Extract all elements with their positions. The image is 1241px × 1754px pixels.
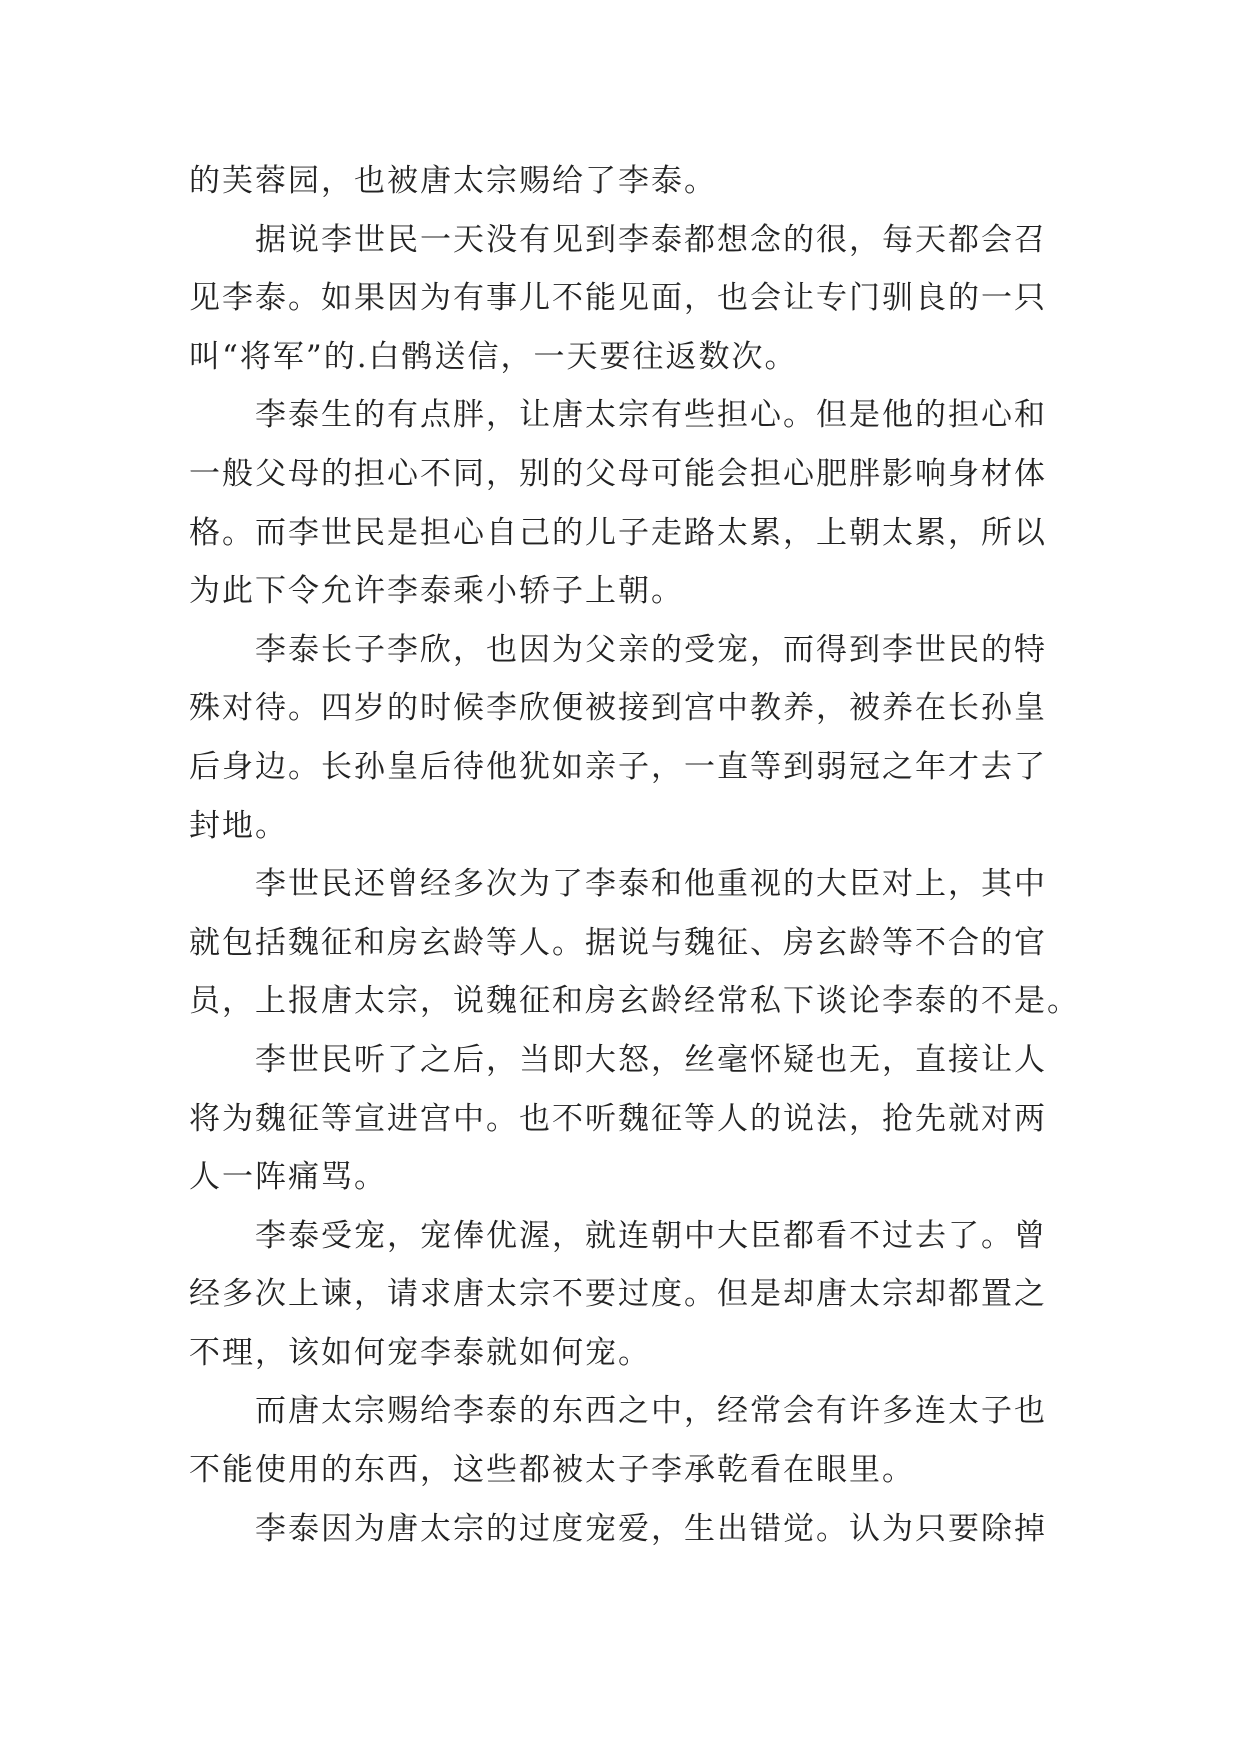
text-line: 格。而李世民是担心自己的儿子走路太累，上朝太累，所以 [189,514,1047,551]
text-line: 就包括魏征和房玄龄等人。据说与魏征、房玄龄等不合的官 [189,924,1047,961]
text-line: 人一阵痛骂。 [189,1159,387,1196]
text-line: 而唐太宗赐给李泰的东西之中，经常会有许多连太子也 [255,1393,1047,1430]
text-line: 李泰受宠，宠俸优渥，就连朝中大臣都看不过去了。曾 [255,1217,1047,1254]
text-line: 李世民听了之后，当即大怒，丝毫怀疑也无，直接让人 [255,1041,1047,1078]
text-line: 经多次上谏，请求唐太宗不要过度。但是却唐太宗却都置之 [189,1276,1047,1313]
text-line: 为此下令允许李泰乘小轿子上朝。 [189,573,684,610]
text-line: 将为魏征等宣进宫中。也不听魏征等人的说法，抢先就对两 [189,1100,1047,1137]
text-line: 员，上报唐太宗，说魏征和房玄龄经常私下谈论李泰的不是。 [189,983,1080,1020]
text-line: 一般父母的担心不同，别的父母可能会担心肥胖影响身材体 [189,455,1047,492]
body-text [189,152,1080,1558]
text-line: 李泰长子李欣，也因为父亲的受宠，而得到李世民的特 [255,631,1047,668]
text-line: 李世民还曾经多次为了李泰和他重视的大臣对上，其中 [255,866,1047,903]
text-line: 李泰生的有点胖，让唐太宗有些担心。但是他的担心和 [255,397,1047,434]
text-line: 李泰因为唐太宗的过度宠爱，生出错觉。认为只要除掉 [255,1510,1047,1547]
text-line: 叫“将军”的.白鹘送信，一天要往返数次。 [189,338,798,375]
text-line: 不理，该如何宠李泰就如何宠。 [189,1334,651,1371]
text-line: 的芙蓉园，也被唐太宗赐给了李泰。 [189,163,717,199]
text-line: 不能使用的东西，这些都被太子李承乾看在眼里。 [189,1452,915,1489]
text-line: 据说李世民一天没有见到李泰都想念的很，每天都会召 [255,221,1047,258]
text-line: 殊对待。四岁的时候李欣便被接到宫中教养，被养在长孙皇 [189,690,1047,727]
text-line: 见李泰。如果因为有事儿不能见面，也会让专门驯良的一只 [189,280,1047,317]
text-line: 后身边。长孙皇后待他犹如亲子，一直等到弱冠之年才去了 [189,748,1047,785]
text-line: 封地。 [189,807,288,844]
